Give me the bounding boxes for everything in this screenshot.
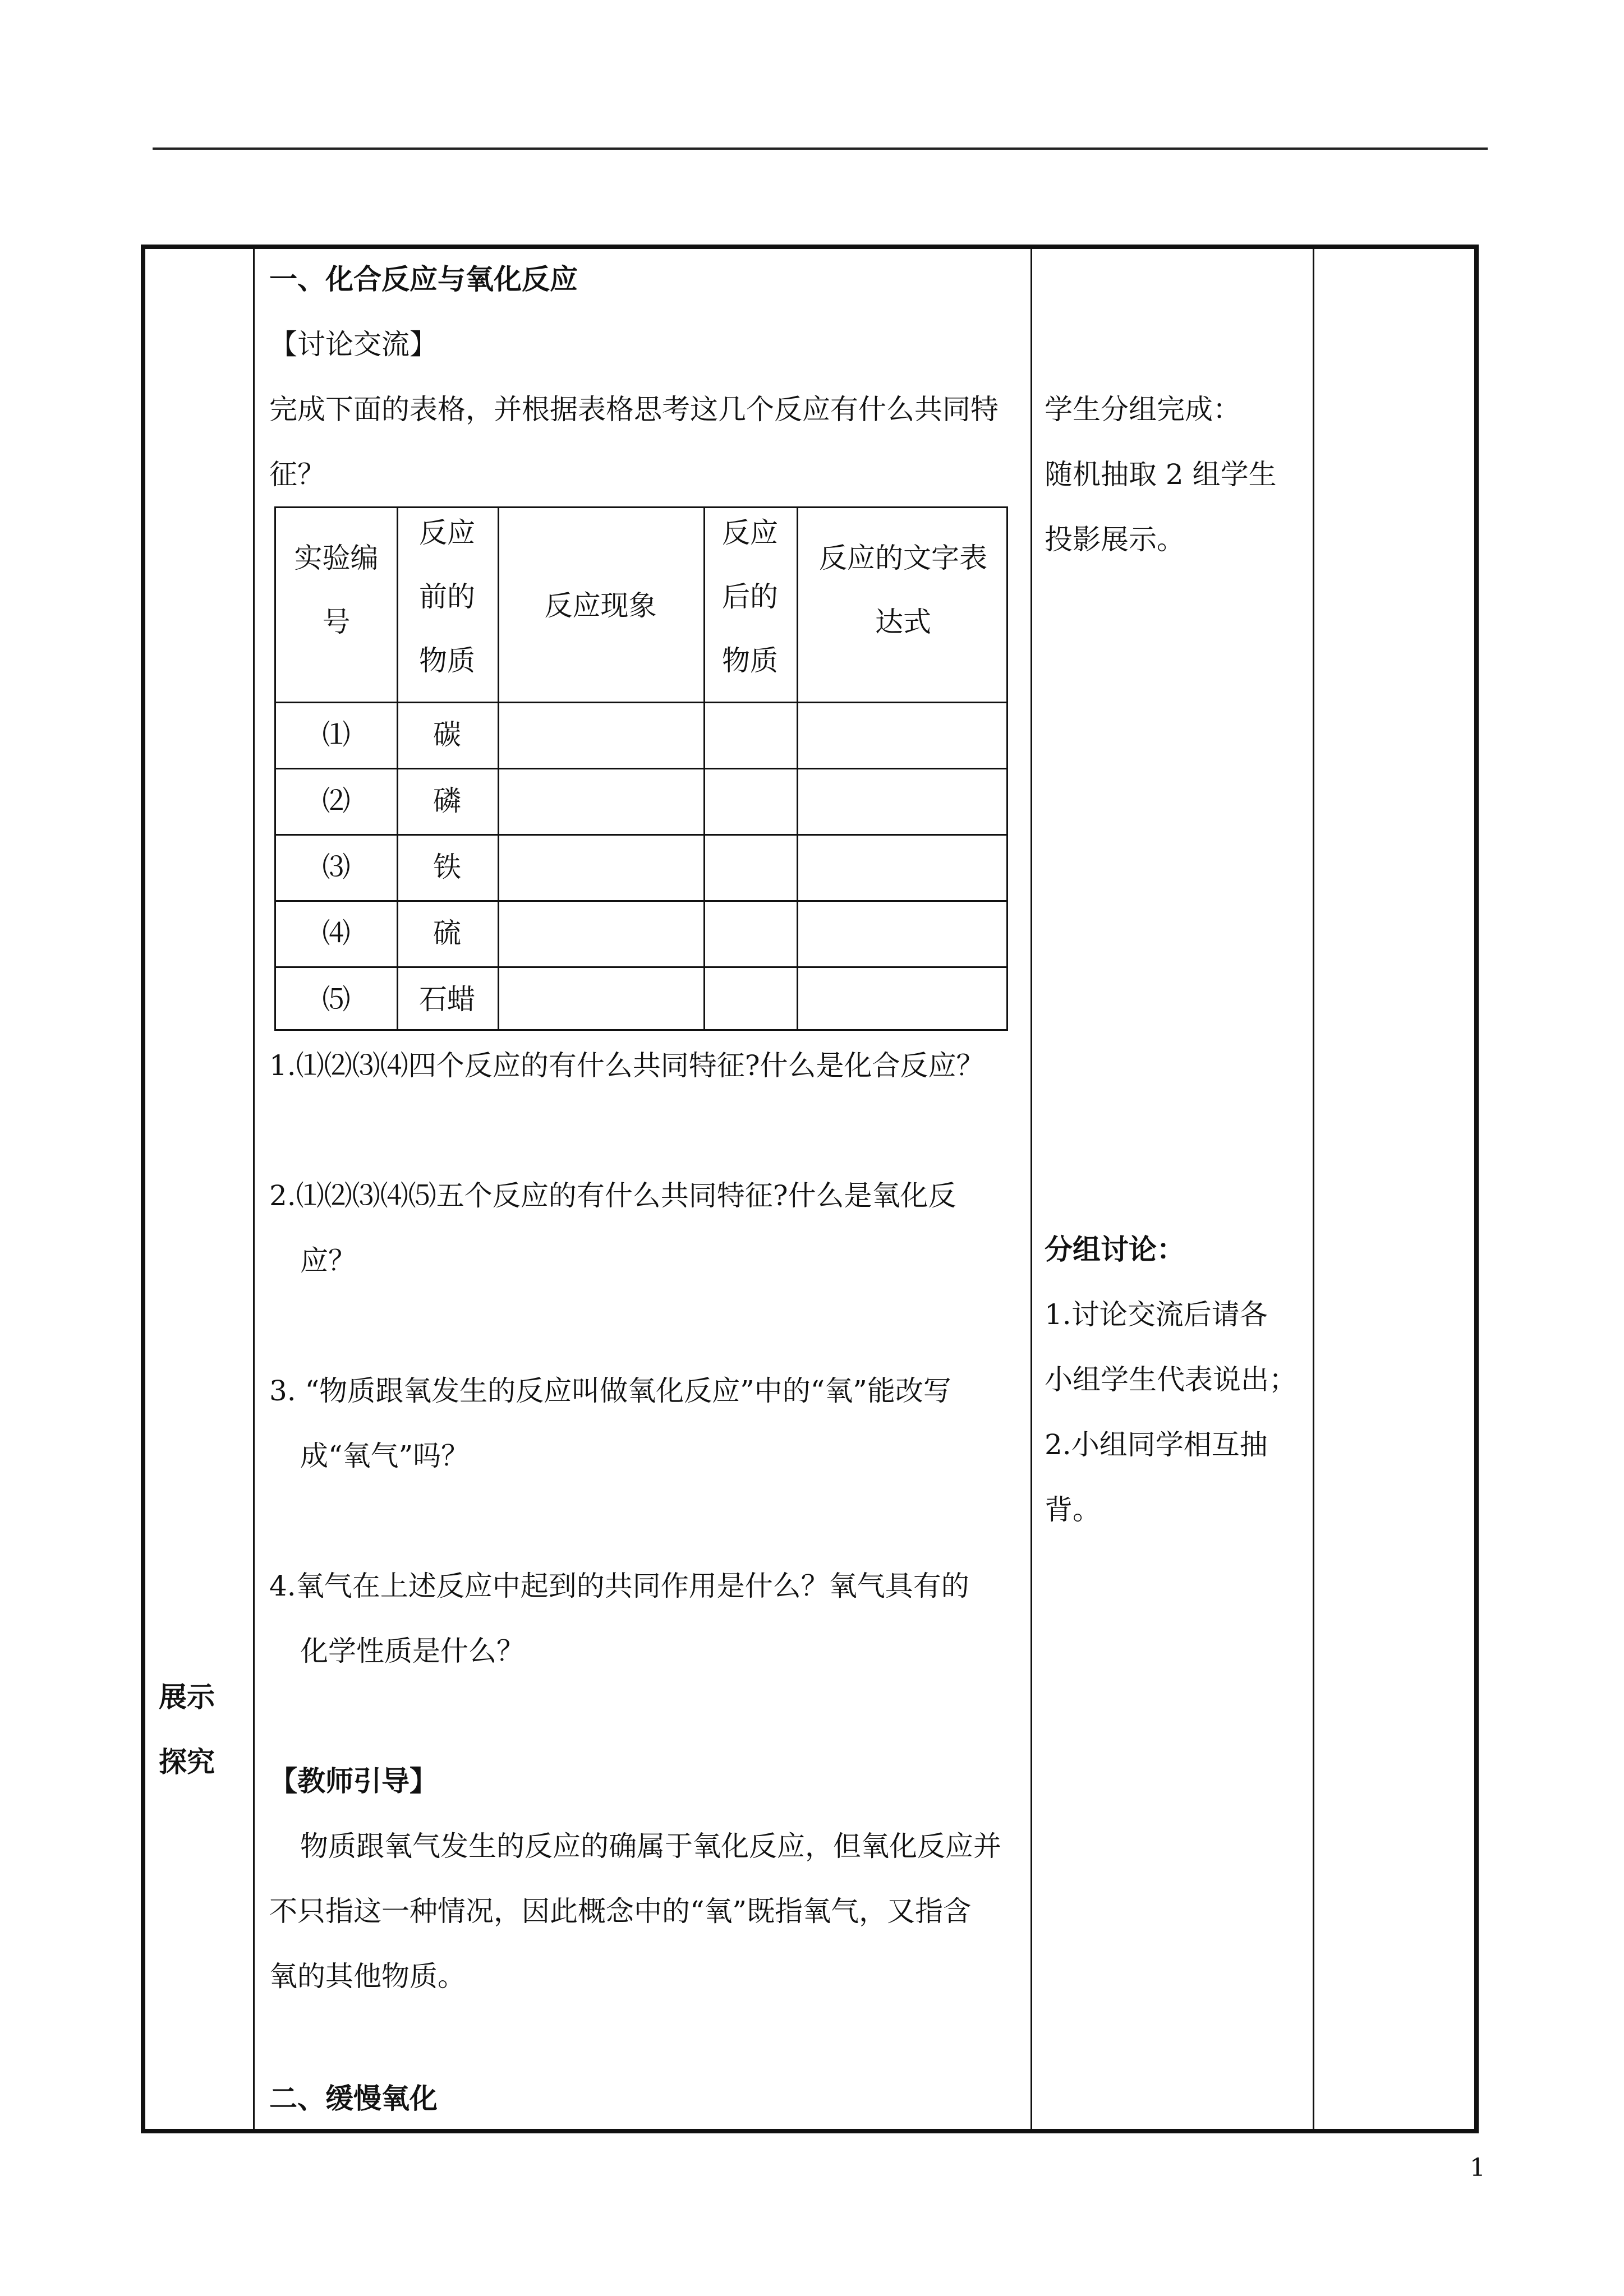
header-experiment-no — [276, 542, 397, 638]
table-row-divider — [276, 834, 1006, 836]
column-divider — [1313, 249, 1314, 2129]
discussion-label: 【讨论交流】 — [269, 328, 438, 361]
teacher-text-line1: 物质跟氧气发生的反应的确属于氧化反应，但氧化反应并 — [300, 1830, 1001, 1862]
table-row-divider — [276, 702, 1006, 703]
question-4-line1: 4.氧气在上述反应中起到的共同作用是什么？氧气具有的 — [269, 1570, 969, 1602]
question-2-line1: 2.⑴⑵⑶⑷⑸五个反应的有什么共同特征?什么是氧化反 — [269, 1179, 956, 1212]
header-products — [703, 517, 797, 677]
header-phenomenon: 反应现象 — [544, 589, 657, 622]
row-substance: 磷 — [433, 785, 461, 817]
row-substance: 硫 — [433, 917, 461, 949]
section1-title: 一、化合反应与氧化反应 — [269, 262, 578, 296]
page-number: 1 — [1470, 2154, 1485, 2182]
teacher-text-line2: 不只指这一种情况，因此概念中的“氧”既指氧气，又指含 — [269, 1895, 972, 1928]
row-number: ⑴ — [322, 718, 351, 751]
teacher-label: 【教师引导】 — [269, 1764, 438, 1797]
header-text: 物质 — [722, 644, 778, 677]
student-activity-line2: 随机抽取 2 组学生 — [1045, 458, 1277, 491]
stage-label-line1: 展示 — [159, 1680, 215, 1713]
header-text: 号 — [322, 606, 351, 638]
row-number: ⑵ — [322, 785, 351, 817]
experiment-table — [274, 506, 1008, 1031]
row-substance: 铁 — [433, 851, 461, 883]
group-discussion-title: 分组讨论： — [1045, 1233, 1185, 1266]
group-discussion-line4: 背。 — [1045, 1493, 1101, 1526]
question-4-line2: 化学性质是什么？ — [300, 1635, 525, 1667]
table-row-divider — [276, 768, 1006, 769]
header-text: 反应 — [419, 517, 475, 549]
table-row-divider — [276, 900, 1006, 902]
header-text: 达式 — [875, 606, 931, 638]
task-line1: 完成下面的表格，并根据表格思考这几个反应有什么共同特 — [269, 393, 999, 426]
header-text: 反应的文字表 — [819, 542, 987, 574]
header-text: 物质 — [419, 644, 475, 677]
row-substance: 碳 — [433, 718, 461, 751]
stage-label-line2: 探究 — [159, 1745, 215, 1778]
student-activity-line1: 学生分组完成： — [1045, 393, 1241, 426]
column-divider — [1030, 249, 1032, 2129]
teacher-text-line3: 氧的其他物质。 — [269, 1960, 466, 1993]
table-row-divider — [276, 966, 1006, 968]
header-text: 前的 — [419, 580, 475, 613]
row-number: ⑸ — [322, 983, 351, 1016]
section2-title: 二、缓慢氧化 — [269, 2082, 438, 2115]
header-word-equation — [797, 542, 1010, 638]
row-substance: 石蜡 — [419, 983, 475, 1016]
column-divider — [253, 249, 255, 2129]
header-rule — [153, 147, 1488, 150]
question-2-line2: 应？ — [300, 1244, 356, 1277]
row-number: ⑷ — [322, 917, 351, 949]
student-activity-line3: 投影展示。 — [1045, 523, 1185, 556]
header-text: 后的 — [722, 580, 778, 613]
group-discussion-line2: 小组学生代表说出； — [1045, 1363, 1297, 1396]
header-reactants — [397, 517, 498, 677]
question-3-line2: 成“氧气”吗？ — [300, 1440, 470, 1472]
header-text: 实验编 — [294, 542, 379, 574]
task-line2: 征？ — [269, 458, 325, 491]
group-discussion-line3: 2.小组同学相互抽 — [1045, 1428, 1268, 1461]
question-1: 1.⑴⑵⑶⑷四个反应的有什么共同特征?什么是化合反应？ — [269, 1049, 984, 1082]
question-3-line1: 3. “物质跟氧发生的反应叫做氧化反应”中的“氧”能改写 — [269, 1375, 951, 1407]
group-discussion-line1: 1.讨论交流后请各 — [1045, 1298, 1268, 1331]
row-number: ⑶ — [322, 851, 351, 883]
header-text: 反应 — [722, 517, 778, 549]
